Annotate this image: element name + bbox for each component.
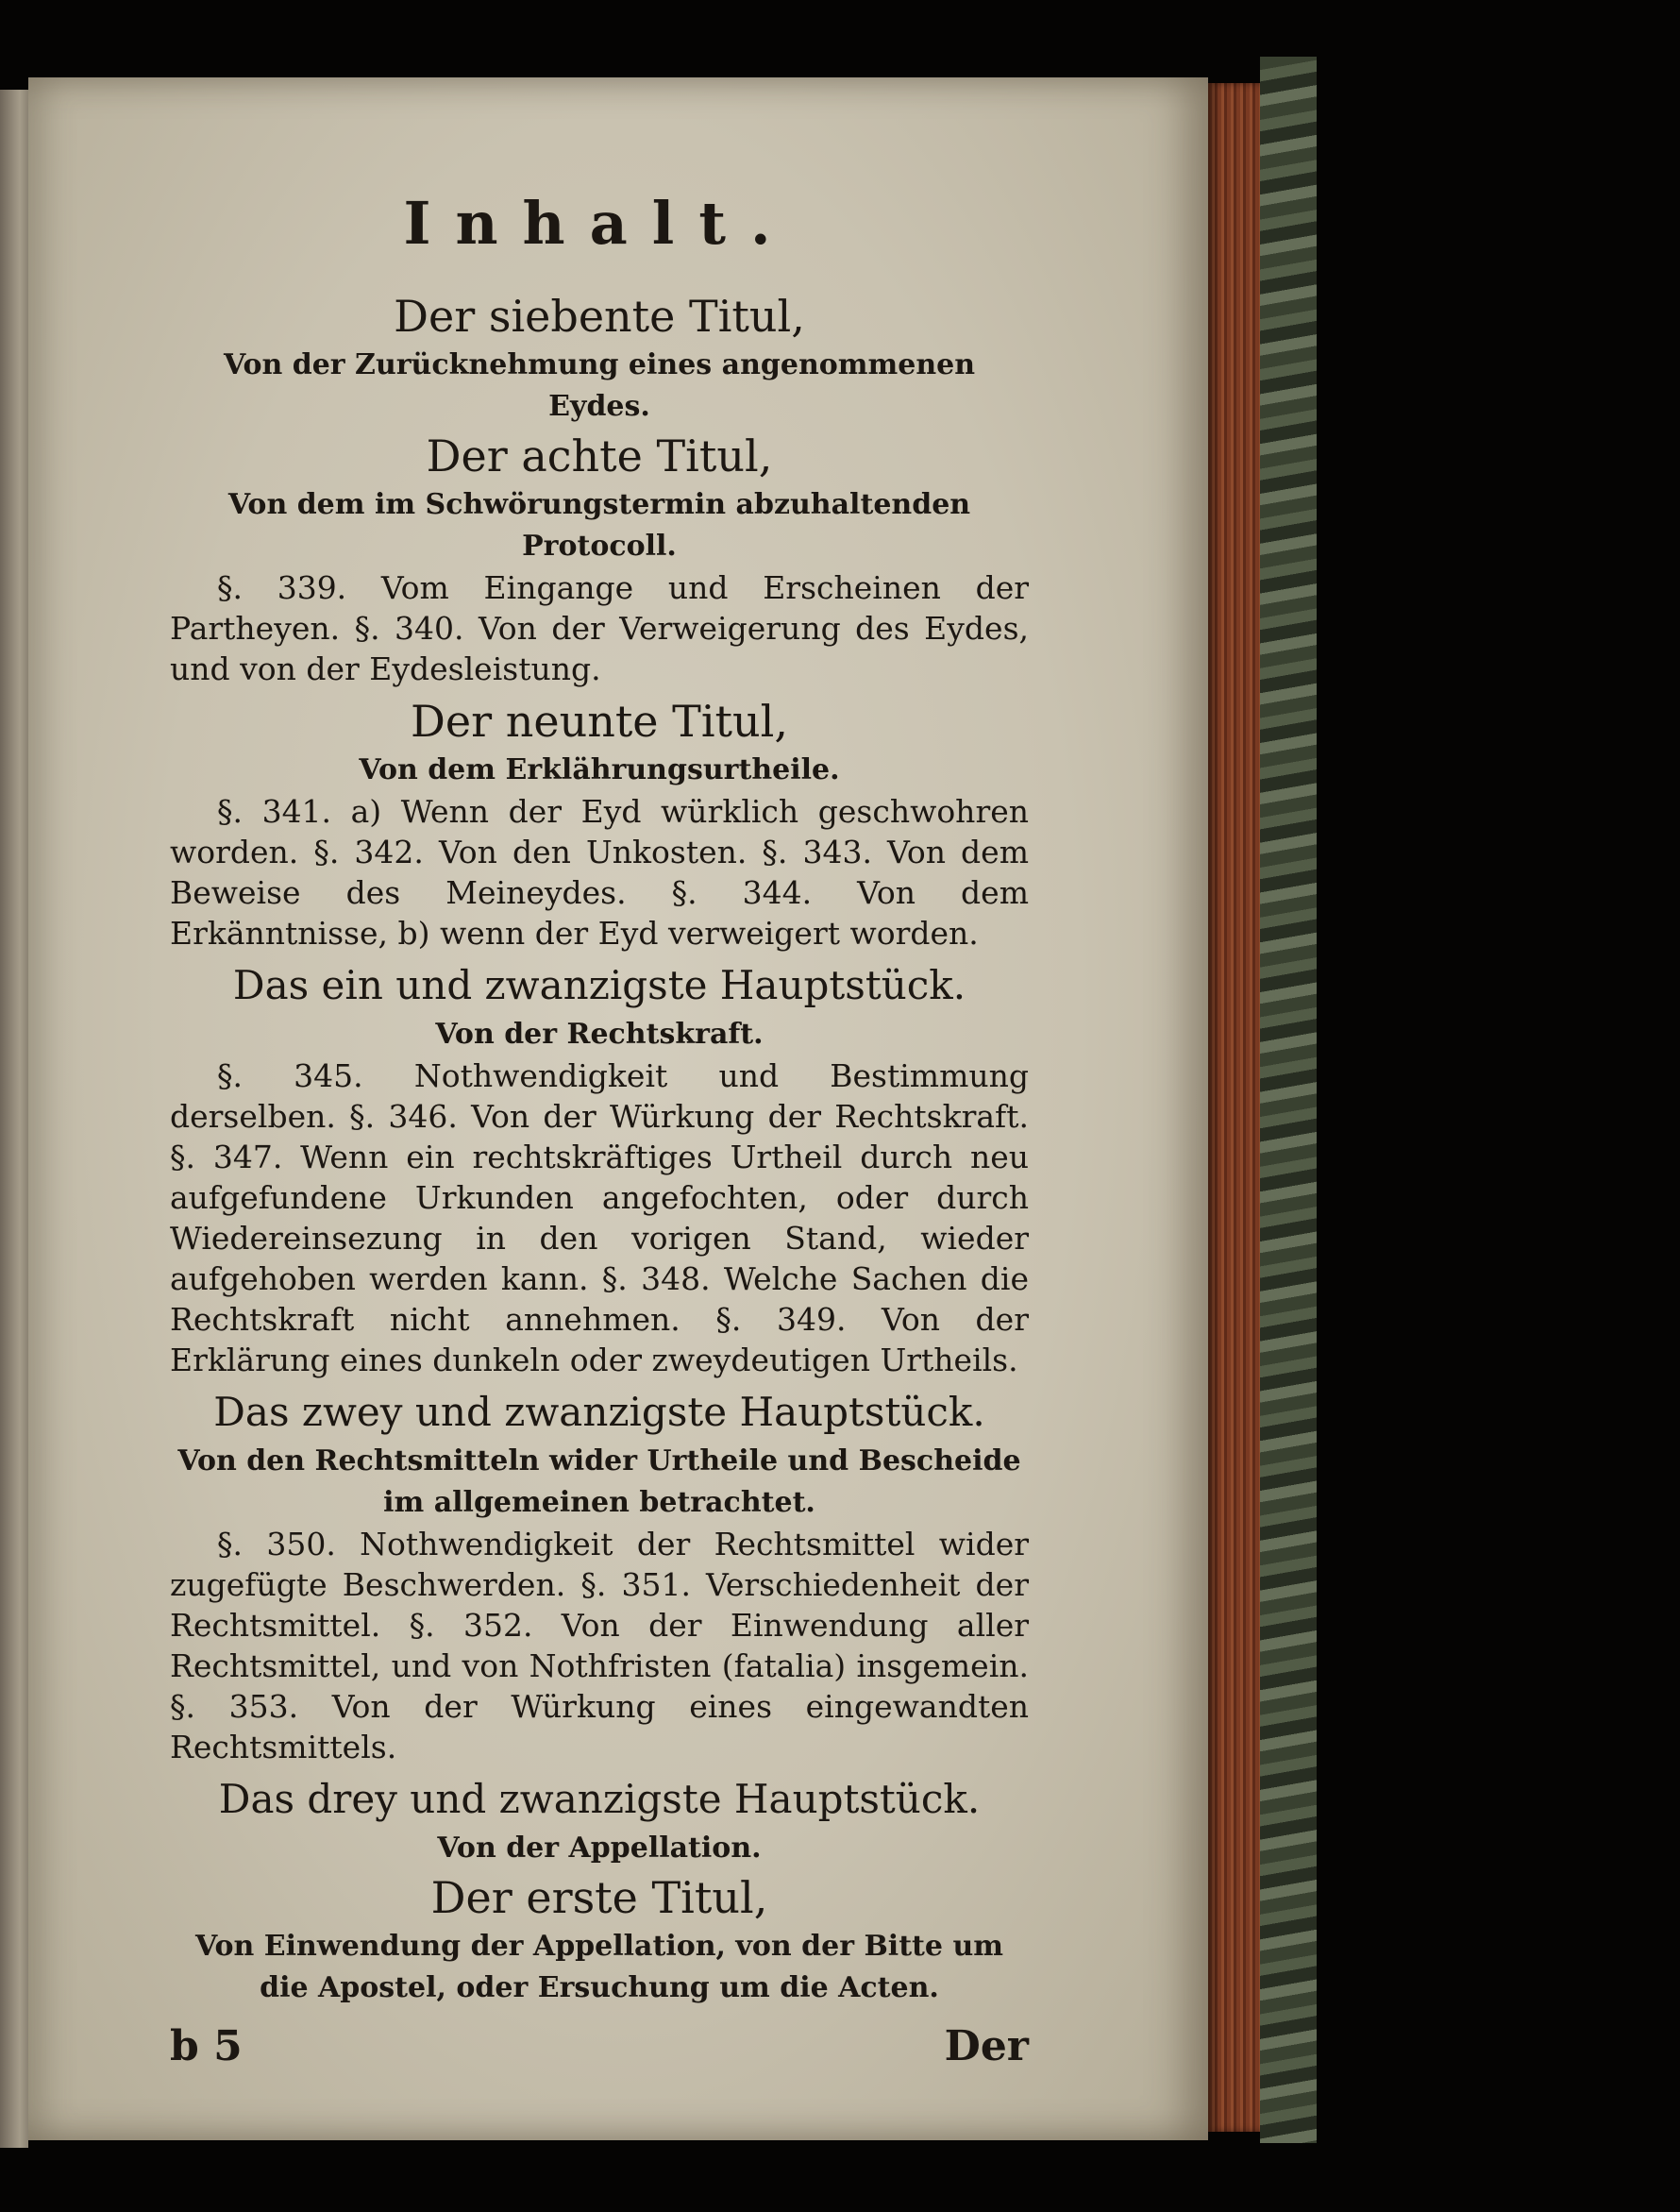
- book-cover: [1260, 57, 1317, 2143]
- section-paragraph: §. 339. Vom Eingange und Erscheinen der Partheyen. §. 340. Von der Verweigerung des Eydes, und von der Eydesleistung.: [170, 569, 1029, 687]
- chapter-title: Das zwey und zwanzigste Hauptstück.: [213, 1389, 985, 1435]
- chapter-subtitle: Von den Rechtsmitteln wider Urtheile und Bescheide im allgemeinen betrachtet.: [177, 1444, 1021, 1519]
- facing-page-edge: [0, 90, 28, 2148]
- section-paragraph: §. 345. Nothwendigkeit und Bestimmung derselben. §. 346. Von der Würkung der Rechtskraft. §. 347. Wenn ein rechtskräftiges Urtheil durch neu aufgefundene Urkunden angefochten, oder durch Wiedereinsezung in den vorigen Stand, wieder aufgehoben werden kann. §. 348. Welche Sachen die Rechtskraft nicht annehmen. §. 349. Von der Erklärung eines dunkeln oder zweydeutigen Urtheils.: [170, 1057, 1029, 1378]
- section-title: Der neunte Titul,: [411, 696, 788, 747]
- chapter-title: Das drey und zwanzigste Hauptstück.: [218, 1776, 981, 1822]
- section-paragraph: §. 341. a) Wenn der Eyd würklich geschwohren worden. §. 342. Von den Unkosten. §. 343. Von dem Beweise des Meineydes. §. 344. Von dem Erkänntnisse, b) wenn der Eyd verweigert worden.: [170, 793, 1029, 952]
- section-subtitle: Von der Zurücknehmung eines angenommenen Eydes.: [223, 348, 976, 423]
- chapter-title: Das ein und zwanzigste Hauptstück.: [232, 962, 966, 1008]
- chapter-subtitle: Von der Rechtskraft.: [435, 1018, 764, 1051]
- page-content: [170, 189, 1029, 2070]
- section-paragraph: §. 350. Nothwendigkeit der Rechtsmittel wider zugefügte Beschwerden. §. 351. Verschiedenheit der Rechtsmittel. §. 352. Von der Einwendung aller Rechtsmittel, und von Nothfristen (fatalia) insgemein. §. 353. Von der Würkung eines eingewandten Rechtsmittels.: [170, 1526, 1029, 1765]
- catchword: Der: [944, 2022, 1029, 2070]
- signature-mark: b 5: [170, 2022, 243, 2070]
- section-subtitle: Von dem Erklährungsurtheile.: [359, 753, 840, 786]
- page-footer: [170, 2022, 1029, 2070]
- chapter-subtitle: Von der Appellation.: [437, 1832, 762, 1865]
- section-title: Der achte Titul,: [426, 431, 773, 481]
- section-title: Der siebente Titul,: [394, 291, 805, 342]
- page-heading: Inhalt.: [403, 189, 796, 258]
- section-subtitle: Von dem im Schwörungstermin abzuhaltenden Protocoll.: [227, 488, 971, 563]
- section-title: Der erste Titul,: [430, 1872, 768, 1923]
- page-block-edge: [1208, 83, 1260, 2132]
- section-subtitle: Von Einwendung der Appellation, von der Bitte um die Apostel, oder Ersuchung um die Acten.: [195, 1930, 1003, 2004]
